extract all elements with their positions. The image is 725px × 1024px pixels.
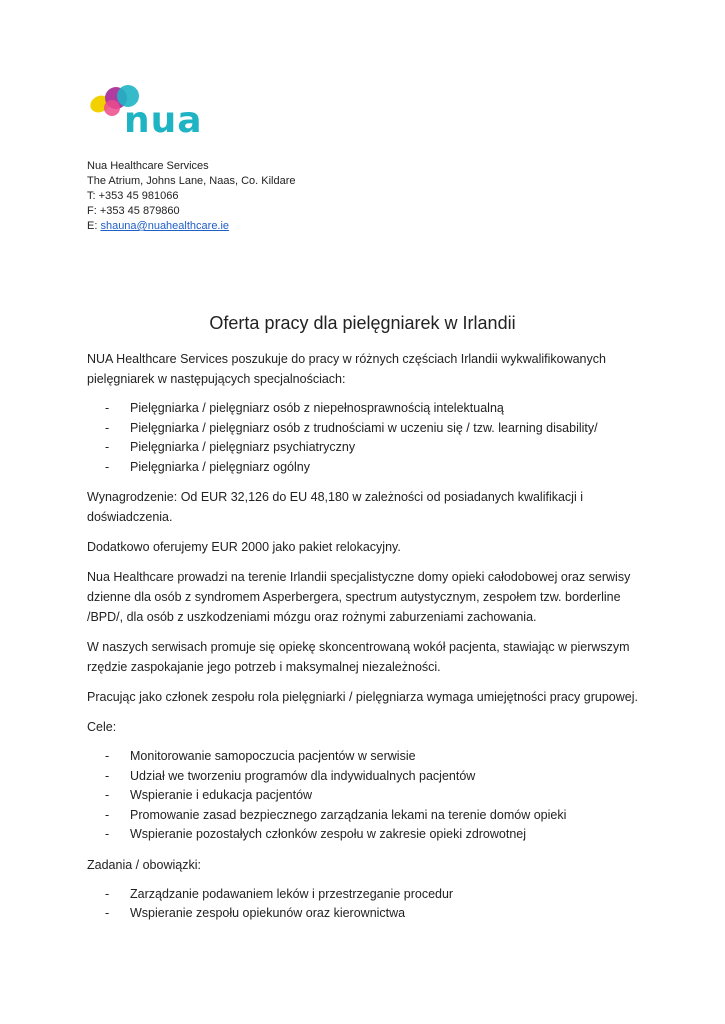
list-item [87,767,647,787]
goals-heading: Cele: [87,720,117,734]
list-item-text: Monitorowanie samopoczucia pacjentów w serwisie [130,749,416,763]
list-item [87,904,647,924]
list-item-text: Pielęgniarka / pielęgniarz osób z trudnościami w uczeniu się / tzw. learning disability/ [130,420,598,435]
duties-list [87,885,647,924]
list-item [87,438,647,458]
fax-number: F: +353 45 879860 [87,205,180,217]
duties-heading: Zadania / obowiązki: [87,857,201,872]
bullet-dash: - [105,768,110,783]
goals-list [87,747,647,845]
bullet-dash: - [105,749,110,763]
list-item-text: Wspieranie pozostałych członków zespołu w zakresie opieki zdrowotnej [130,827,527,841]
list-item [87,885,647,905]
list-item-text: Wspieranie zespołu opiekunów oraz kierownictwa [130,906,406,920]
list-item [87,458,647,478]
contact-block [87,159,296,234]
salary-paragraph: Wynagrodzenie: Od EUR 32,126 do EU 48,180 w zależności od posiadanych kwalifikacji i doświadczenia. [87,490,583,524]
bullet-dash: - [105,886,110,901]
list-item-text: Pielęgniarka / pielęgniarz psychiatryczny [130,440,356,454]
bullet-dash: - [105,906,110,920]
email-link[interactable]: shauna@nuahealthcare.ie [100,220,230,232]
intro-paragraph: NUA Healthcare Services poszukuje do pracy w różnych częściach Irlandii wykwalifikowanych pielęgniarek w następujących specjalnościach: [87,352,606,386]
list-item [87,806,647,826]
bullet-dash: - [105,440,110,454]
logo-wordmark: nua [124,100,203,141]
list-item [87,825,647,845]
list-item-text: Zarządzanie podawaniem leków i przestrzeganie procedur [130,886,454,901]
list-item [87,419,647,439]
relocation-paragraph: Dodatkowo oferujemy EUR 2000 jako pakiet relokacyjny. [87,540,401,554]
bullet-dash: - [105,827,110,841]
document-body [87,349,647,934]
bullet-dash: - [105,401,110,415]
company-name: Nua Healthcare Services [87,160,209,172]
list-item [87,786,647,806]
email-prefix: E: [87,220,101,232]
list-item-text: Pielęgniarka / pielęgniarz osób z niepełnosprawnością intelektualną [130,401,504,415]
bullet-dash: - [105,420,110,435]
bullet-dash: - [105,807,110,822]
page-title: Oferta pracy dla pielęgniarek w Irlandii [209,313,516,333]
company-address: The Atrium, Johns Lane, Naas, Co. Kildare [87,175,296,187]
about-paragraph: Nua Healthcare prowadzi na terenie Irlandii specjalistyczne domy opieki całodobowej oraz serwisy dzienne dla osób z syndromem Asperbergera, spectrum autystycznym, zespołem tzw. borderline /BPD/, dla osób z uszkodzeniami mózgu oraz rożnymi zaburzeniami zachowania. [87,570,631,624]
specialties-list [87,399,647,477]
list-item-text: Udział we tworzeniu programów dla indywidualnych pacjentów [130,768,476,783]
list-item-text: Pielęgniarka / pielęgniarz ogólny [130,459,310,474]
bullet-dash: - [105,459,110,474]
list-item [87,747,647,767]
list-item [87,399,647,419]
phone-number: T: +353 45 981066 [87,190,179,202]
list-item-text: Wspieranie i edukacja pacjentów [130,788,313,802]
email-line [87,219,296,234]
care-paragraph: W naszych serwisach promuje się opiekę skoncentrowaną wokół pacjenta, stawiając w pierwszym rzędzie zaspokajanie jego potrzeb i maksymalnej niezależności. [87,640,630,674]
team-paragraph: Pracując jako członek zespołu rola pielęgniarki / pielęgniarza wymaga umiejętności pracy grupowej. [87,690,638,704]
list-item-text: Promowanie zasad bezpiecznego zarządzania lekami na terenie domów opieki [130,807,567,822]
bullet-dash: - [105,788,110,802]
nua-logo [88,84,218,144]
